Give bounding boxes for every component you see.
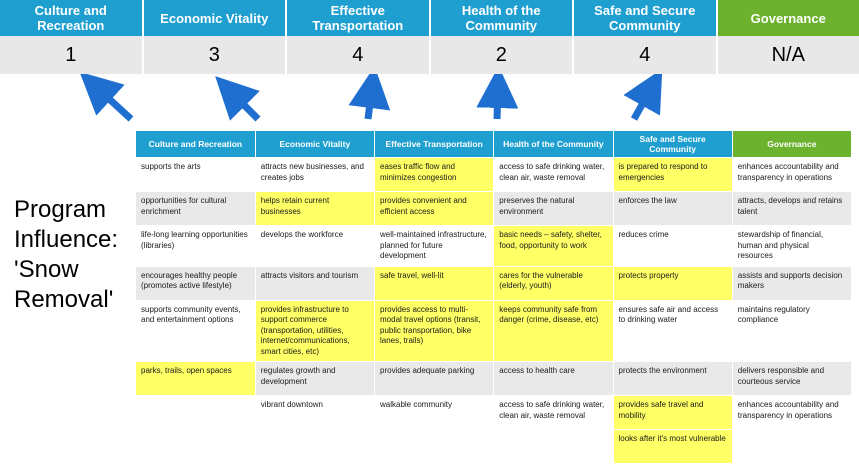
matrix-cell: opportunities for cultural enrichment	[136, 192, 255, 226]
matrix-header-safe-and-secure-community: Safe and Secure Community	[613, 131, 732, 158]
matrix-cell: supports community events, and entertainment options	[136, 300, 255, 362]
matrix-cell: keeps community safe from danger (crime, disease, etc)	[494, 300, 613, 362]
page-title: Program Influence: 'Snow Removal'	[14, 196, 119, 313]
matrix-cell: safe travel, well-lit	[375, 266, 494, 300]
matrix-row	[136, 430, 852, 464]
matrix-row	[136, 192, 852, 226]
priority-header-economic-vitality: Economic Vitality	[144, 0, 288, 36]
matrix-cell: looks after it's most vulnerable	[613, 430, 732, 464]
matrix-cell: attracts visitors and tourism	[255, 266, 374, 300]
matrix-header-culture-and-recreation: Culture and Recreation	[136, 131, 255, 158]
arrow-economic-vitality	[230, 91, 258, 119]
arrow-health-of-the-community	[497, 87, 498, 119]
priority-score-governance: N/A	[771, 43, 805, 66]
matrix-cell: regulates growth and development	[255, 362, 374, 396]
priority-header-row	[0, 0, 859, 36]
matrix-cell: helps retain current businesses	[255, 192, 374, 226]
matrix-cell: ensures safe air and access to drinking water	[613, 300, 732, 362]
matrix-cell	[732, 430, 851, 464]
matrix-cell: protects property	[613, 266, 732, 300]
priority-score-row	[0, 36, 859, 74]
matrix-cell: eases traffic flow and minimizes congestion	[375, 158, 494, 192]
arrow-culture-and-recreation	[95, 86, 131, 119]
matrix-cell: enhances accountability and transparency in operations	[732, 158, 851, 192]
matrix-row	[136, 158, 852, 192]
priority-header-health-of-the-community: Health of the Community	[431, 0, 575, 36]
matrix-row	[136, 362, 852, 396]
matrix-cell: enhances accountability and transparency in operations	[732, 396, 851, 430]
priority-score-economic-vitality: 3	[144, 36, 288, 74]
matrix-cell	[136, 396, 255, 430]
matrix-header-economic-vitality: Economic Vitality	[255, 131, 374, 158]
priority-score-health-of-the-community: 2	[431, 36, 575, 74]
matrix-row	[136, 226, 852, 267]
matrix-cell: basic needs – safety, shelter, food, opportunity to work	[494, 226, 613, 267]
priority-score-safe-and-secure-community: 4	[574, 36, 718, 74]
priority-header-band	[0, 0, 859, 74]
matrix-cell: delivers responsible and courteous service	[732, 362, 851, 396]
matrix-cell: access to health care	[494, 362, 613, 396]
matrix-cell: provides convenient and efficient access	[375, 192, 494, 226]
matrix-cell: stewardship of financial, human and physical resources	[732, 226, 851, 267]
arrows-layer	[0, 74, 859, 134]
matrix-cell: attracts, develops and retains talent	[732, 192, 851, 226]
priority-header-governance: Governance	[718, 0, 859, 36]
arrow-effective-transportation	[368, 87, 372, 119]
priority-score-effective-transportation: 4	[287, 36, 431, 74]
priority-score-culture-and-recreation: 1	[0, 36, 144, 74]
matrix-cell: provides infrastructure to support commerce (transportation, utilities, internet/communications, smart cities, etc)	[255, 300, 374, 362]
matrix-cell: reduces crime	[613, 226, 732, 267]
matrix-cell: develops the workforce	[255, 226, 374, 267]
matrix-cell: well-maintained infrastructure, planned for future development	[375, 226, 494, 267]
matrix-cell: protects the environment	[613, 362, 732, 396]
matrix-cell: attracts new businesses, and creates jobs	[255, 158, 374, 192]
priority-header-safe-and-secure-community: Safe and Secure Community	[574, 0, 718, 36]
matrix-cell: maintains regulatory compliance	[732, 300, 851, 362]
matrix-cell: supports the arts	[136, 158, 255, 192]
matrix-cell	[136, 430, 255, 464]
matrix-cell: assists and supports decision makers	[732, 266, 851, 300]
matrix-cell: preserves the natural environment	[494, 192, 613, 226]
matrix-cell: provides adequate parking	[375, 362, 494, 396]
matrix-cell: is prepared to respond to emergencies	[613, 158, 732, 192]
matrix-cell: life-long learning opportunities (libraries)	[136, 226, 255, 267]
matrix-body	[136, 158, 852, 464]
matrix-header-governance: Governance	[732, 131, 851, 158]
matrix-cell: provides safe travel and mobility	[613, 396, 732, 430]
matrix-row	[136, 300, 852, 362]
matrix-row	[136, 396, 852, 430]
matrix-cell: access to safe drinking water, clean air, waste removal	[494, 396, 613, 430]
matrix-cell: parks, trails, open spaces	[136, 362, 255, 396]
matrix-cell: access to safe drinking water, clean air, waste removal	[494, 158, 613, 192]
arrow-safe-and-secure-community	[634, 87, 652, 119]
priority-header-effective-transportation: Effective Transportation	[287, 0, 431, 36]
matrix-cell: walkable community	[375, 396, 494, 430]
matrix-cell: vibrant downtown	[255, 396, 374, 430]
matrix-header-effective-transportation: Effective Transportation	[375, 131, 494, 158]
matrix-header-health-of-the-community: Health of the Community	[494, 131, 613, 158]
matrix-cell: enforces the law	[613, 192, 732, 226]
matrix-cell	[255, 430, 374, 464]
matrix-row	[136, 266, 852, 300]
matrix-cell: provides access to multi-modal travel options (transit, public transportation, bike lanes, trails)	[375, 300, 494, 362]
matrix-header-row	[136, 131, 852, 158]
matrix-cell	[375, 430, 494, 464]
priority-header-culture-and-recreation: Culture and Recreation	[0, 0, 144, 36]
matrix-cell: cares for the vulnerable (elderly, youth)	[494, 266, 613, 300]
community-priorities-matrix	[136, 131, 852, 464]
matrix-cell: encourages healthy people (promotes active lifestyle)	[136, 266, 255, 300]
matrix-cell	[494, 430, 613, 464]
